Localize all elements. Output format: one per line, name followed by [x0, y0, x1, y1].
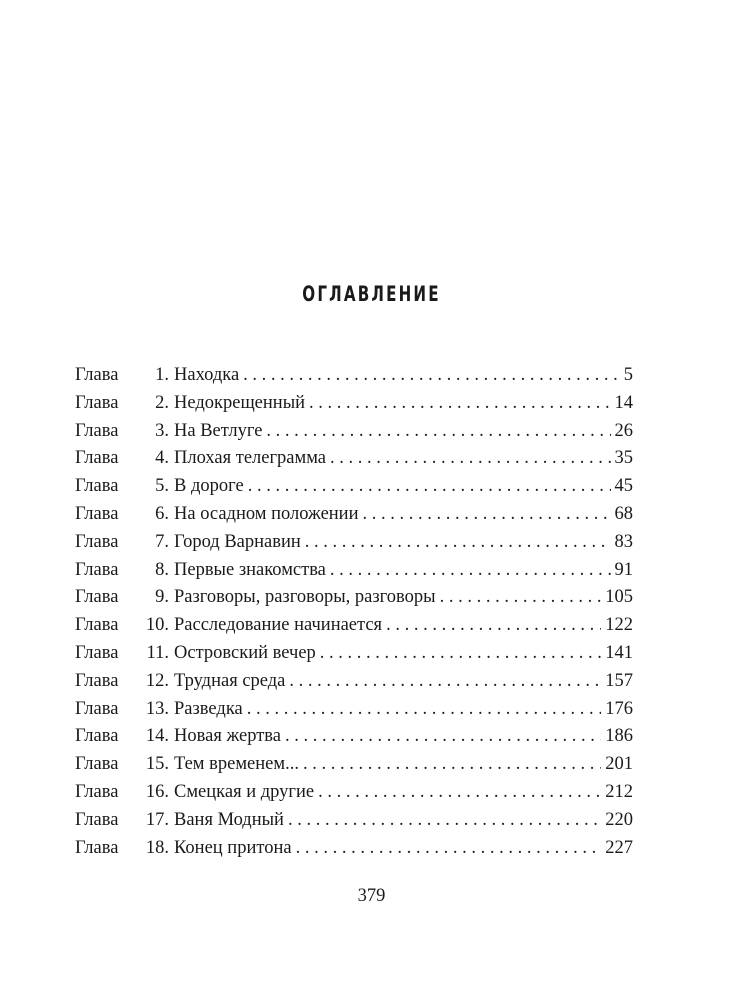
chapter-page: 122	[605, 615, 633, 636]
chapter-title: Находка	[174, 365, 240, 385]
toc-entry-2[interactable]	[75, 390, 633, 418]
chapter-number: 14.	[145, 726, 169, 747]
chapter-number: 11.	[146, 642, 169, 663]
toc-entry-7[interactable]	[75, 529, 633, 557]
dot-leader	[320, 640, 601, 668]
chapter-number: 10.	[145, 615, 169, 636]
chapter-title: Плохая телеграмма	[174, 448, 327, 469]
chapter-title: Разговоры, разговоры, разговоры	[174, 587, 436, 608]
toc-heading: ОГЛАВЛЕНИЕ	[302, 282, 441, 306]
chapter-title: Тем временем...	[174, 754, 299, 775]
chapter-number: 18.	[145, 837, 169, 858]
chapter-page: 176	[605, 698, 633, 719]
chapter-title: Разведка	[174, 698, 243, 719]
chapter-word: Глава	[75, 781, 119, 802]
toc-entry-3[interactable]	[75, 418, 633, 446]
chapter-word: Глава	[75, 726, 119, 747]
dot-leader	[386, 612, 601, 640]
chapter-number: 16.	[145, 781, 169, 802]
chapter-word: Глава	[75, 392, 119, 413]
page-number: 379	[357, 886, 386, 906]
chapter-title: Смецкая и другие	[174, 781, 315, 802]
dot-leader	[243, 362, 620, 390]
chapter-number: 5.	[155, 476, 169, 497]
chapter-title: Конец притона	[174, 837, 292, 858]
chapter-page: 35	[614, 448, 633, 469]
chapter-number: 13.	[145, 698, 169, 719]
chapter-title: На Ветлуге	[174, 420, 263, 441]
chapter-page: 212	[605, 781, 633, 802]
chapter-page: 26	[614, 420, 633, 441]
chapter-page: 201	[605, 754, 633, 775]
chapter-number: 6.	[155, 503, 169, 524]
chapter-word: Глава	[75, 531, 119, 552]
dot-leader	[305, 529, 611, 557]
chapter-page: 186	[605, 726, 633, 747]
chapter-word: Глава	[75, 587, 119, 608]
chapter-number: 2.	[155, 392, 169, 413]
chapter-number: 3.	[155, 420, 169, 441]
chapter-title: Город Варнавин	[174, 531, 301, 552]
chapter-page: 227	[605, 837, 633, 858]
dot-leader	[247, 696, 602, 724]
dot-leader	[248, 473, 611, 501]
dot-leader	[309, 390, 610, 418]
toc-entry-15[interactable]	[75, 751, 633, 779]
toc-entry-8[interactable]	[75, 557, 633, 585]
chapter-title: Островский вечер	[174, 642, 316, 663]
dot-leader	[285, 723, 601, 751]
chapter-word: Глава	[75, 837, 119, 858]
chapter-word: Глава	[75, 420, 119, 441]
chapter-page: 157	[605, 670, 633, 691]
chapter-number: 12.	[145, 670, 169, 691]
toc-entry-5[interactable]	[75, 473, 633, 501]
chapter-number: 8.	[155, 559, 169, 580]
chapter-title: Трудная среда	[174, 670, 286, 691]
dot-leader	[289, 668, 601, 696]
chapter-word: Глава	[75, 615, 119, 636]
chapter-number: 7.	[155, 531, 169, 552]
chapter-page: 45	[614, 476, 633, 497]
toc-entry-14[interactable]	[75, 723, 633, 751]
chapter-title: Расследование начинается	[174, 615, 383, 636]
chapter-word: Глава	[75, 559, 119, 580]
dot-leader	[288, 807, 601, 835]
toc-entry-16[interactable]	[75, 779, 633, 807]
toc-entry-9[interactable]	[75, 584, 633, 612]
chapter-word: Глава	[75, 476, 119, 497]
chapter-word: Глава	[75, 642, 119, 663]
dot-leader	[362, 501, 610, 529]
toc-entry-11[interactable]	[75, 640, 633, 668]
chapter-title: Недокрещенный	[174, 392, 306, 413]
chapter-page: 141	[605, 642, 633, 663]
toc-entry-13[interactable]	[75, 696, 633, 724]
chapter-number: 15.	[145, 754, 169, 775]
toc-entry-18[interactable]	[75, 835, 633, 863]
chapter-page: 68	[614, 503, 633, 524]
chapter-page: 105	[605, 587, 633, 608]
chapter-page: 83	[614, 531, 633, 552]
chapter-number: 17.	[145, 809, 169, 830]
chapter-number: 9.	[155, 587, 169, 608]
chapter-number: 4.	[155, 448, 169, 469]
chapter-page: 5	[623, 365, 633, 385]
chapter-title: На осадном положении	[174, 503, 359, 524]
chapter-title: Первые знакомства	[174, 559, 326, 580]
dot-leader	[318, 779, 601, 807]
toc-entry-17[interactable]	[75, 807, 633, 835]
chapter-word: Глава	[75, 670, 119, 691]
toc-entry-10[interactable]	[75, 612, 633, 640]
chapter-word: Глава	[75, 365, 119, 385]
dot-leader	[330, 557, 611, 585]
toc-entry-1[interactable]	[75, 362, 633, 390]
chapter-word: Глава	[75, 754, 119, 775]
toc-entry-6[interactable]	[75, 501, 633, 529]
table-of-contents	[75, 362, 633, 862]
chapter-page: 14	[614, 392, 633, 413]
chapter-page: 91	[614, 559, 633, 580]
dot-leader	[303, 751, 601, 779]
chapter-number: 1.	[155, 365, 169, 385]
toc-entry-12[interactable]	[75, 668, 633, 696]
chapter-page: 220	[605, 809, 633, 830]
chapter-word: Глава	[75, 698, 119, 719]
chapter-word: Глава	[75, 809, 119, 830]
chapter-word: Глава	[75, 503, 119, 524]
dot-leader	[330, 445, 610, 473]
chapter-title: Новая жертва	[174, 726, 281, 747]
chapter-title: Ваня Модный	[174, 809, 284, 830]
toc-entry-4[interactable]	[75, 445, 633, 473]
dot-leader	[266, 418, 610, 446]
dot-leader	[296, 835, 602, 863]
dot-leader	[440, 584, 602, 612]
chapter-title: В дороге	[174, 476, 244, 497]
chapter-word: Глава	[75, 448, 119, 469]
